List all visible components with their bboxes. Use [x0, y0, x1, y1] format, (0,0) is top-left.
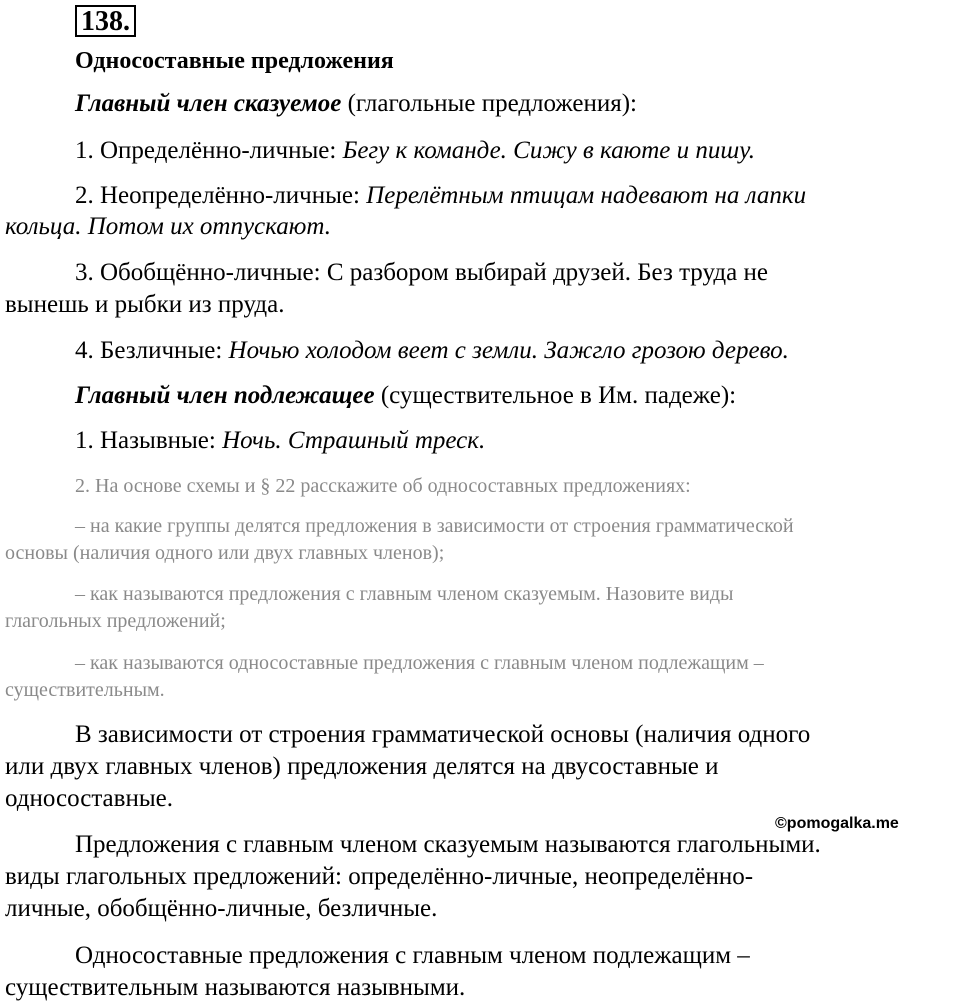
- predicate-heading-rest: (глагольные предложения):: [341, 90, 637, 117]
- answer-paragraph-1-line-2: или двух главных членов) предложения делятся на двусоставные и: [5, 753, 719, 780]
- predicate-heading-label: Главный член сказуемое: [75, 90, 342, 117]
- answer-paragraph-1: В зависимости от строения грамматической основы (наличия одного: [75, 721, 811, 748]
- task-question-1: – на какие группы делятся предложения в зависимости от строения грамматической: [75, 515, 794, 537]
- answer-paragraph-1-line-3: односоставные.: [5, 785, 173, 812]
- exercise-number: 138.: [75, 5, 136, 37]
- item-example: Ночь. Страшный треск.: [222, 427, 486, 454]
- item-example: Перелётным птицам надевают на лапки: [366, 182, 807, 209]
- item-label: 1. Назывные:: [75, 427, 223, 454]
- section-title: Односоставные предложения: [75, 48, 394, 74]
- task-question-3-continued: существительным.: [5, 679, 165, 701]
- item-definite-personal: [75, 135, 755, 167]
- answer-paragraph-2-line-2: виды глагольных предложений: определённо-личные, неопределённо-: [5, 863, 754, 890]
- item-label: 1. Определённо-личные:: [75, 137, 343, 164]
- answer-paragraph-2-line-3: личные, обобщённо-личные, безличные.: [5, 895, 438, 922]
- subject-heading-label: Главный член подлежащее: [75, 382, 375, 409]
- item-example-continued: кольца. Потом их отпускают.: [5, 213, 331, 240]
- item-example: Бегу к команде. Сижу в каюте и пишу.: [342, 137, 756, 164]
- answer-paragraph-3-line-2: существительным называются назывными.: [5, 974, 466, 1001]
- item-generalized-personal-continued: вынешь и рыбки из пруда.: [5, 291, 285, 318]
- answer-paragraph-3: Односоставные предложения с главным членом подлежащим –: [75, 942, 750, 969]
- item-generalized-personal: 3. Обобщённо-личные: С разбором выбирай друзей. Без труда не: [75, 259, 768, 286]
- watermark: ©pomogalka.me: [775, 815, 899, 832]
- task-intro: 2. На основе схемы и § 22 расскажите об односоставных предложениях:: [75, 475, 691, 497]
- task-question-3: – как называются односоставные предложения с главным членом подлежащим –: [75, 652, 764, 674]
- task-question-1-continued: основы (наличия одного или двух главных членов);: [5, 542, 445, 564]
- item-example: Ночью холодом веет с земли. Зажгло грозою дерево.: [228, 337, 789, 364]
- subject-heading-rest: (существительное в Им. падеже):: [374, 382, 737, 409]
- subject-heading: [75, 380, 736, 412]
- item-label: 4. Безличные:: [75, 337, 229, 364]
- item-nominative: [75, 425, 485, 457]
- item-impersonal: [75, 335, 789, 367]
- item-label: 2. Неопределённо-личные:: [75, 182, 367, 209]
- answer-paragraph-2: Предложения с главным членом сказуемым называются глагольными.: [75, 831, 821, 858]
- task-question-2-continued: глагольных предложений;: [5, 610, 226, 632]
- predicate-heading: [75, 88, 637, 120]
- item-indefinite-personal: [75, 180, 806, 212]
- task-question-2: – как называются предложения с главным членом сказуемым. Назовите виды: [75, 583, 734, 605]
